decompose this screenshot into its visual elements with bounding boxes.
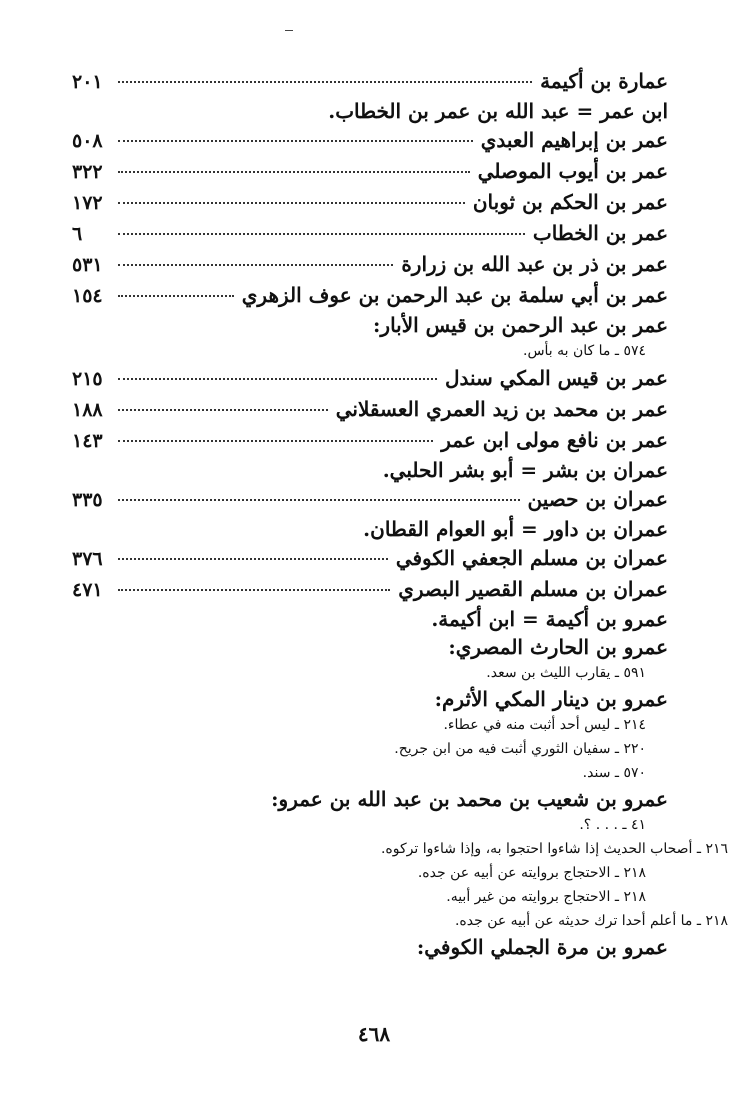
index-entry <box>72 125 668 156</box>
leader-dots <box>118 295 234 297</box>
sub-entry: ٢١٨ ـ ما أعلم أحدا ترك حديثه عن أبيه عن جده. <box>454 913 728 929</box>
sub-entry: ٥٧٠ ـ سند. <box>582 765 646 781</box>
entry-name: عمر بن الخطاب <box>532 221 668 245</box>
entry-page-number: ٣٢٢ <box>72 161 103 183</box>
sub-entry: ٢١٤ ـ ليس أحد أثبت منه في عطاء. <box>443 717 646 733</box>
entry-name: عمر بن نافع مولى ابن عمر <box>441 428 668 452</box>
entry-name: عمر بن محمد بن زيد العمري العسقلاني <box>335 397 668 421</box>
sub-entry: ٥٧٤ ـ ما كان به بأس. <box>523 343 646 359</box>
index-entry <box>72 280 668 311</box>
leader-dots <box>118 378 437 380</box>
index-heading: عمران بن داور = أبو العوام القطان. <box>363 517 668 541</box>
index-heading: عمر بن عبد الرحمن بن قيس الأبار: <box>373 313 668 337</box>
index-heading: عمرو بن أكيمة = ابن أكيمة. <box>431 607 668 631</box>
entry-name: عمران بن حصين <box>527 487 668 511</box>
leader-dots <box>118 140 473 142</box>
leader-dots <box>118 589 390 591</box>
entry-name: عمران بن مسلم الجعفي الكوفي <box>395 546 668 570</box>
index-entry <box>72 249 668 280</box>
entry-page-number: ١٤٣ <box>72 430 103 452</box>
entry-name: عمران بن مسلم القصير البصري <box>398 577 668 601</box>
sub-entry: ٢١٨ ـ الاحتجاج بروايته من غير أبيه. <box>446 889 646 905</box>
index-heading: عمران بن بشر = أبو بشر الحلبي. <box>382 458 668 482</box>
sub-entry: ٢١٦ ـ أصحاب الحديث إذا شاءوا احتجوا به، وإذا شاءوا تركوه. <box>380 841 728 857</box>
sub-entry: ٢١٨ ـ الاحتجاج بروايته عن أبيه عن جده. <box>417 865 646 881</box>
index-entry <box>72 66 668 97</box>
entry-name: عمر بن أبي سلمة بن عبد الرحمن بن عوف الزهري <box>241 283 668 307</box>
index-entry <box>72 363 668 394</box>
index-heading: عمرو بن مرة الجملي الكوفي: <box>416 935 668 959</box>
leader-dots <box>118 233 525 235</box>
index-entry <box>72 425 668 456</box>
index-entry <box>72 543 668 574</box>
entry-name: عمر بن قيس المكي سندل <box>444 366 668 390</box>
index-entry <box>72 156 668 187</box>
leader-dots <box>118 81 532 83</box>
page-number: ٤٦٨ <box>357 1022 391 1046</box>
index-heading: عمرو بن الحارث المصري: <box>448 635 668 659</box>
entry-page-number: ٣٣٥ <box>72 489 103 511</box>
entry-page-number: ٥٣١ <box>72 254 103 276</box>
entry-name: عمر بن إبراهيم العبدي <box>480 128 668 152</box>
entry-name: عمر بن ذر بن عبد الله بن زرارة <box>401 252 668 276</box>
index-page <box>72 66 728 961</box>
top-mark <box>285 30 293 31</box>
leader-dots <box>118 409 328 411</box>
entry-page-number: ٥٠٨ <box>72 130 103 152</box>
entry-page-number: ٦ <box>72 223 83 245</box>
leader-dots <box>118 499 520 501</box>
index-entry <box>72 484 668 515</box>
entry-page-number: ١٨٨ <box>72 399 103 421</box>
sub-entry: ٢٢٠ ـ سفيان الثوري أثبت فيه من ابن جريح. <box>394 741 646 757</box>
entry-page-number: ١٥٤ <box>72 285 103 307</box>
index-entry <box>72 187 668 218</box>
index-entry <box>72 218 668 249</box>
entry-name: عمر بن أيوب الموصلي <box>477 159 668 183</box>
entry-page-number: ٢٠١ <box>72 71 103 93</box>
index-entry <box>72 394 668 425</box>
leader-dots <box>118 202 465 204</box>
index-entry <box>72 574 668 605</box>
entry-name: عمر بن الحكم بن ثوبان <box>472 190 668 214</box>
entry-page-number: ٣٧٦ <box>72 548 103 570</box>
sub-entry: ٤١ ـ . . . ؟. <box>579 817 646 833</box>
leader-dots <box>118 440 433 442</box>
index-heading: عمرو بن شعيب بن محمد بن عبد الله بن عمرو: <box>271 787 668 811</box>
leader-dots <box>118 558 388 560</box>
entry-page-number: ١٧٢ <box>72 192 103 214</box>
index-heading: عمرو بن دينار المكي الأثرم: <box>434 687 668 711</box>
entry-page-number: ٤٧١ <box>72 579 103 601</box>
sub-entry: ٥٩١ ـ يقارب الليث بن سعد. <box>486 665 646 681</box>
entry-page-number: ٢١٥ <box>72 368 103 390</box>
leader-dots <box>118 171 470 173</box>
leader-dots <box>118 264 393 266</box>
entry-name: عمارة بن أكيمة <box>540 69 668 93</box>
index-heading: ابن عمر = عبد الله بن عمر بن الخطاب. <box>328 99 668 123</box>
